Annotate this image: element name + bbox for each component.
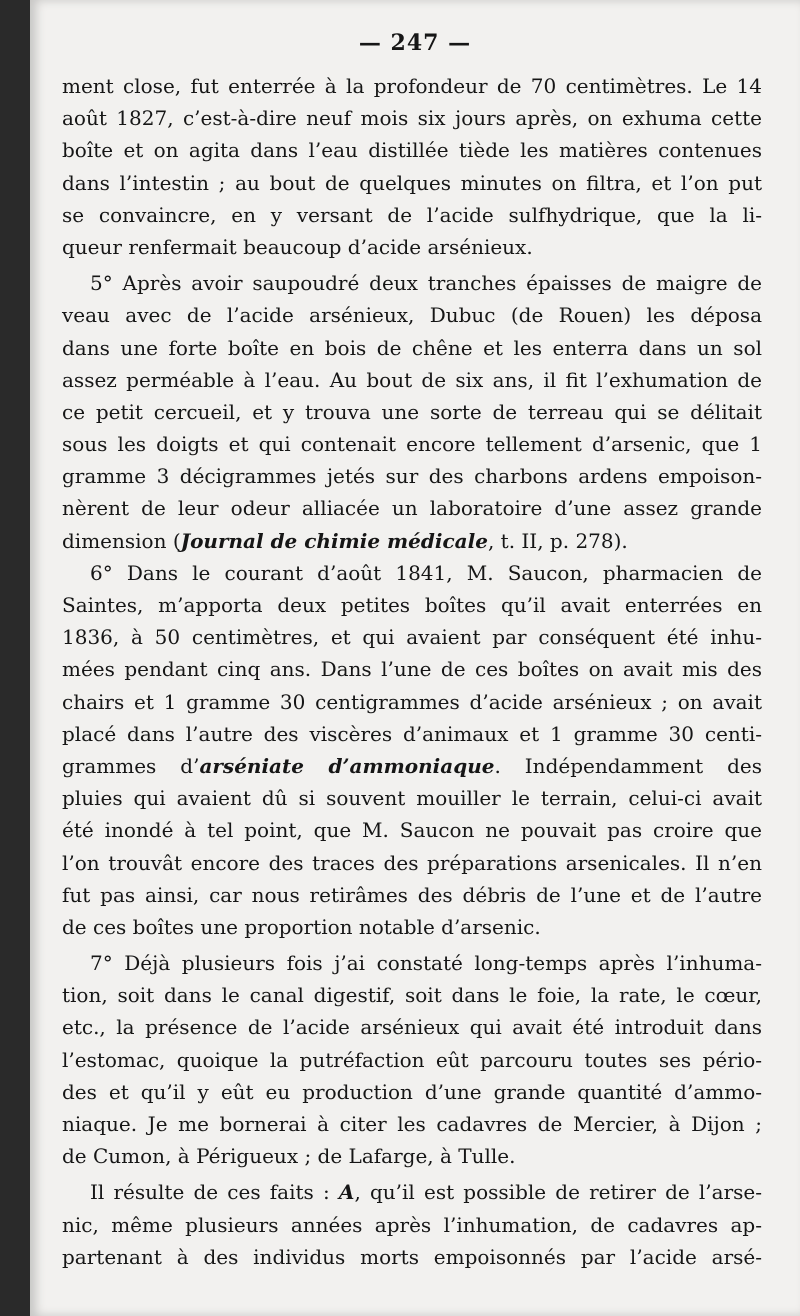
text-line (62, 847, 762, 879)
text-line (62, 70, 762, 102)
text-line (62, 621, 762, 653)
text-line (62, 428, 762, 460)
text-line (62, 782, 762, 814)
text-line (62, 102, 762, 134)
text-line (62, 718, 762, 750)
text-line (62, 589, 762, 621)
text-segment: gramme 3 décigrammes jetés sur des charbons ardens empoison- (62, 464, 762, 489)
text-segment: . Indépendamment des (494, 753, 762, 778)
text-line (62, 1209, 762, 1241)
text-line (62, 686, 762, 718)
text-segment: etc., la présence de l’acide arsénieux qui avait été introduit dans (62, 1015, 762, 1040)
text-segment: de ces boîtes une proportion notable d’arsenic. (62, 914, 541, 939)
text-line (62, 911, 762, 943)
text-line (62, 814, 762, 846)
text-segment: Il résulte de ces faits : (90, 1180, 339, 1205)
text-segment: nic, même plusieurs années après l’inhumation, de cadavres ap- (62, 1212, 762, 1237)
text-segment: l’on trouvât encore des traces des préparations arsenicales. Il n’en (62, 850, 762, 875)
text-segment: pluies qui avaient dû si souvent mouiller le terrain, celui-ci avait (62, 786, 762, 811)
text-line (62, 199, 762, 231)
text-line (62, 1108, 762, 1140)
text-segment: mées pendant cinq ans. Dans l’une de ces boîtes on avait mis des (62, 657, 762, 682)
text-segment: sous les doigts et qui contenait encore tellement d’arsenic, que 1 (62, 432, 762, 457)
text-segment: niaque. Je me bornerai à citer les cadavres de Mercier, à Dijon ; (62, 1112, 762, 1136)
text-line (62, 1011, 762, 1043)
text-line (62, 364, 762, 396)
italic-text-segment: A (338, 1180, 355, 1205)
text-line (62, 1044, 762, 1076)
text-segment: tion, soit dans le canal digestif, soit dans le foie, la rate, le cœur, (62, 983, 762, 1008)
text-segment: ment close, fut enterrée à la profondeur de 70 centimètres. Le 14 (62, 74, 762, 98)
text-line (62, 460, 762, 492)
text-line (62, 492, 762, 524)
italic-text-segment: arséniate d’ammoniaque (199, 753, 495, 778)
text-line (62, 1241, 762, 1273)
text-line (62, 653, 762, 685)
italic-text-segment: Journal de chimie médicale (180, 528, 488, 553)
text-line (62, 979, 762, 1011)
text-line (62, 134, 762, 166)
text-line (62, 299, 762, 331)
text-segment: août 1827, c’est-à-dire neuf mois six jours après, on exhuma cette (62, 106, 762, 131)
text-segment: se convaincre, en y versant de l’acide sulfhydrique, que la li- (62, 202, 762, 227)
text-line (62, 231, 762, 263)
text-line (62, 332, 762, 364)
text-segment: assez perméable à l’eau. Au bout de six ans, il fit l’exhumation de (62, 367, 762, 392)
body-text (62, 70, 762, 1273)
text-segment: nèrent de leur odeur alliacée un laboratoire d’une assez grande (62, 496, 762, 521)
text-segment: 6° Dans le courant d’août 1841, M. Saucon, pharmacien de (90, 560, 762, 585)
text-line (62, 1076, 762, 1108)
text-segment: été inondé à tel point, que M. Saucon ne pouvait pas croire que (62, 818, 762, 843)
text-segment: , t. II, p. 278). (487, 528, 628, 553)
text-segment: des et qu’il y eût eu production d’une grande quantité d’ammo- (62, 1079, 762, 1104)
text-segment: chairs et 1 gramme 30 centigrammes d’acide arsénieux ; on avait (62, 689, 762, 714)
text-segment: l’estomac, quoique la putréfaction eût parcouru toutes ses pério- (62, 1047, 762, 1072)
text-segment: grammes d’ (62, 753, 200, 778)
text-line (62, 947, 762, 979)
text-segment: veau avec de l’acide arsénieux, Dubuc (de Rouen) les déposa (62, 303, 762, 328)
text-segment: 5° Après avoir saupoudré deux tranches épaisses de maigre de (90, 271, 762, 296)
text-segment: placé dans l’autre des viscères d’animaux et 1 gramme 30 centi- (62, 721, 762, 746)
text-segment: dimension ( (62, 528, 181, 553)
text-line (62, 557, 762, 589)
text-segment: queur renfermait beaucoup d’acide arsénieux. (62, 234, 533, 259)
text-segment: fut pas ainsi, car nous retirâmes des débris de l’une et de l’autre (62, 882, 762, 907)
text-segment: dans l’intestin ; au bout de quelques minutes on filtra, et l’on put (62, 170, 762, 195)
text-segment: , qu’il est possible de retirer de l’arse- (354, 1180, 763, 1205)
text-line (62, 267, 762, 299)
book-page (30, 0, 800, 1316)
text-line (62, 396, 762, 428)
text-segment: dans une forte boîte en bois de chêne et les enterra dans un sol (62, 335, 762, 360)
text-segment: 1836, à 50 centimètres, et qui avaient par conséquent été inhu- (62, 625, 762, 650)
text-line (62, 879, 762, 911)
text-segment: Saintes, m’apporta deux petites boîtes qu’il avait enterrées en (62, 593, 762, 617)
text-line (62, 1140, 762, 1172)
text-segment: 7° Déjà plusieurs fois j’ai constaté long-temps après l’inhuma- (90, 951, 762, 976)
text-line (62, 525, 762, 557)
text-segment: de Cumon, à Périgueux ; de Lafarge, à Tulle. (62, 1144, 516, 1169)
text-segment: partenant à des individus morts empoisonnés par l’acide arsé- (62, 1244, 762, 1269)
text-line (62, 167, 762, 199)
text-line (62, 1176, 762, 1208)
text-line (62, 750, 762, 782)
text-segment: boîte et on agita dans l’eau distillée tiède les matières contenues (62, 138, 762, 163)
page-number: — 247 — (358, 30, 472, 56)
text-segment: ce petit cercueil, et y trouva une sorte de terreau qui se délitait (62, 399, 762, 424)
